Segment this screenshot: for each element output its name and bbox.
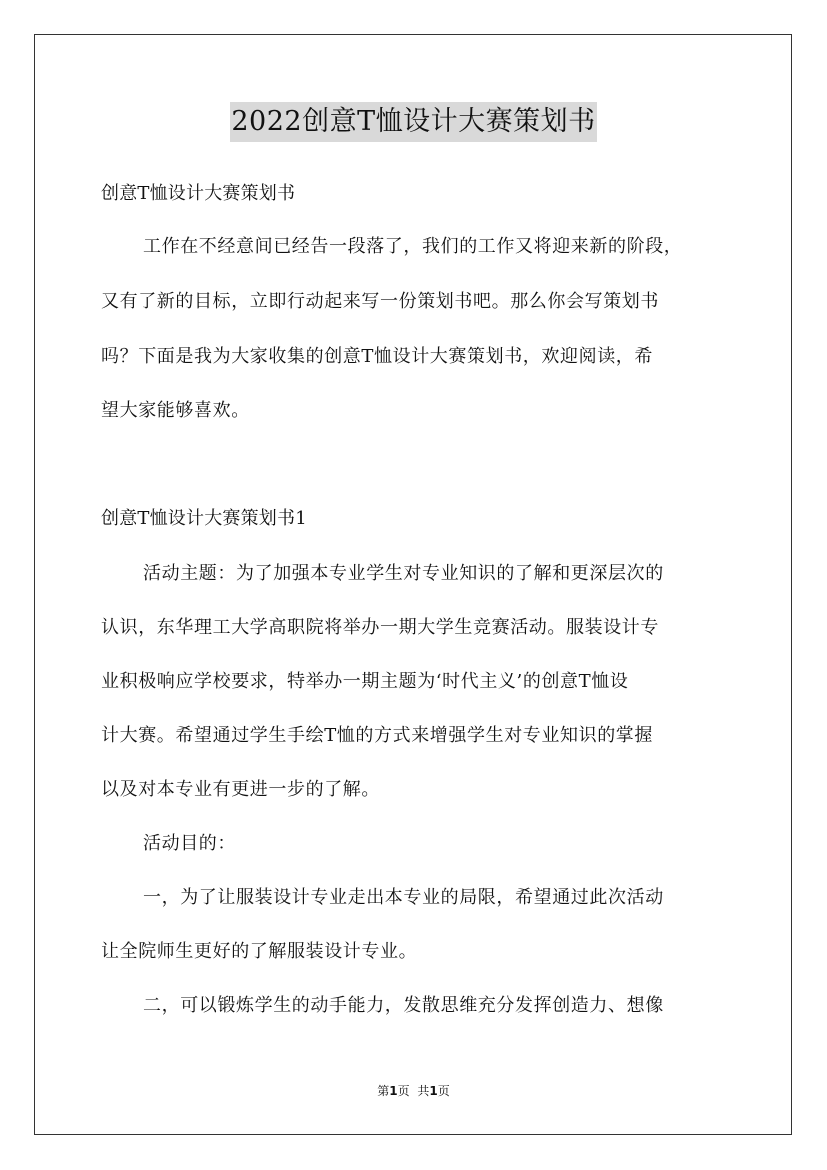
page-footer: [0, 1083, 827, 1099]
footer-page-total: 1: [429, 1084, 438, 1098]
footer-page-prefix: 第: [377, 1084, 390, 1098]
paragraph-line: 业积极响应学校要求，特举办一期主题为‘时代主义’的创意T恤设: [101, 671, 629, 692]
paragraph-line: 计大赛。希望通过学生手绘T恤的方式来增强学生对专业知识的掌握: [101, 725, 654, 746]
paragraph-line: 工作在不经意间已经告一段落了，我们的工作又将迎来新的阶段，: [143, 236, 683, 257]
paragraph-line: 吗？下面是我为大家收集的创意T恤设计大赛策划书，欢迎阅读，希: [101, 346, 654, 367]
footer-total-prefix: 共: [417, 1084, 430, 1098]
paragraph-line: 认识，东华理工大学高职院将举办一期大学生竞赛活动。服装设计专: [101, 617, 659, 638]
paragraph-line: 一，为了让服装设计专业走出本专业的局限，希望通过此次活动: [143, 887, 664, 908]
footer-page-current: 1: [389, 1084, 398, 1098]
intro-heading: 创意T恤设计大赛策划书: [101, 183, 296, 204]
paragraph-line: 活动目的：: [143, 833, 236, 854]
paragraph-line: 让全院师生更好的了解服装设计专业。: [101, 941, 418, 962]
document-title: [0, 100, 827, 142]
paragraph-line: 二，可以锻炼学生的动手能力，发散思维充分发挥创造力、想像: [143, 995, 664, 1016]
paragraph-line: 活动主题：为了加强本专业学生对专业知识的了解和更深层次的: [143, 563, 664, 584]
section-heading: 创意T恤设计大赛策划书1: [101, 508, 307, 529]
footer-page-label: 页: [397, 1084, 410, 1098]
document-title-text: 2022创意T恤设计大赛策划书: [230, 102, 596, 142]
paragraph-line: 望大家能够喜欢。: [101, 400, 250, 421]
paragraph-line: 以及对本专业有更进一步的了解。: [101, 779, 380, 800]
footer-total-label: 页: [437, 1084, 450, 1098]
paragraph-line: 又有了新的目标，立即行动起来写一份策划书吧。那么你会写策划书: [101, 291, 659, 312]
